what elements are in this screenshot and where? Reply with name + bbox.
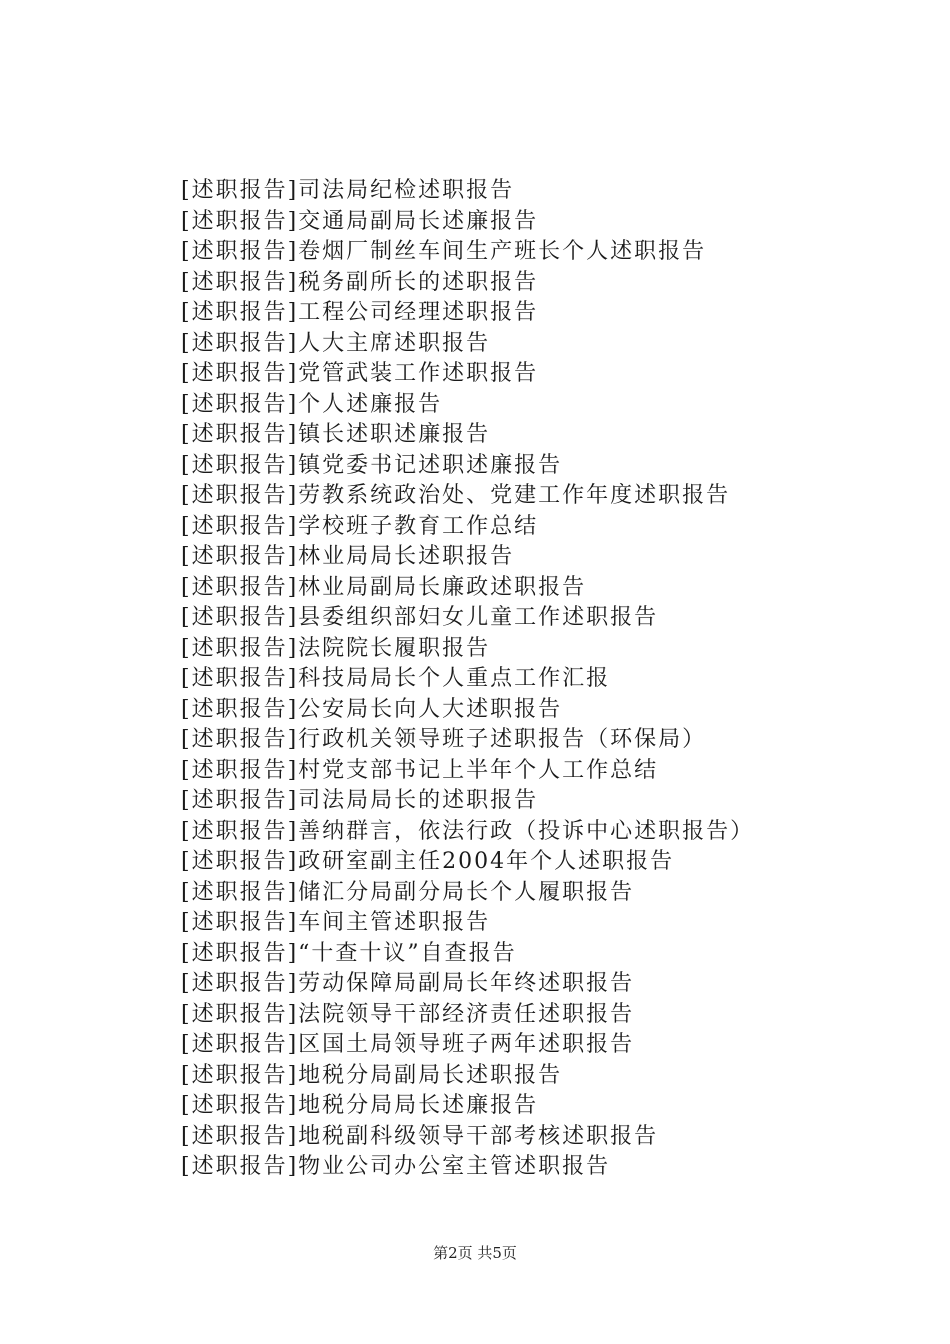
page-footer: 第2页 共5页: [433, 1244, 517, 1262]
report-title-line: [述职报告]村党支部书记上半年个人工作总结: [181, 757, 659, 783]
report-title-line: [述职报告]储汇分局副分局长个人履职报告: [181, 879, 635, 905]
report-title-line: [述职报告]法院领导干部经济责任述职报告: [181, 1001, 635, 1027]
report-title-line: [述职报告]镇长述职述廉报告: [181, 422, 491, 447]
report-title-list: [181, 176, 821, 1183]
report-title-line: [述职报告]劳教系统政治处、党建工作年度述职报告: [181, 483, 731, 508]
report-title-line: [述职报告]工程公司经理述职报告: [181, 300, 539, 325]
report-title-line: [述职报告]司法局纪检述职报告: [181, 178, 515, 203]
report-title-line: [述职报告]政研室副主任2004年个人述职报告: [181, 849, 675, 874]
report-title-line: [述职报告]县委组织部妇女儿童工作述职报告: [181, 605, 659, 630]
report-title-line: [述职报告]物业公司办公室主管述职报告: [181, 1154, 611, 1179]
report-title-line: [述职报告]交通局副局长述廉报告: [181, 208, 539, 234]
report-title-line: [述职报告]科技局局长个人重点工作汇报: [181, 666, 611, 691]
report-title-line: [述职报告]地税分局副局长述职报告: [181, 1062, 563, 1088]
report-title-line: [述职报告]个人述廉报告: [181, 391, 443, 417]
report-title-line: [述职报告]地税分局局长述廉报告: [181, 1093, 539, 1118]
report-title-line: [述职报告]林业局局长述职报告: [181, 544, 515, 569]
report-title-line: [述职报告]司法局局长的述职报告: [181, 788, 539, 813]
report-title-line: [述职报告]公安局长向人大述职报告: [181, 696, 563, 722]
report-title-line: [述职报告]“十查十议”自查报告: [181, 940, 517, 966]
report-title-line: [述职报告]行政机关领导班子述职报告（环保局）: [181, 727, 707, 752]
report-title-line: [述职报告]林业局副局长廉政述职报告: [181, 574, 587, 600]
report-title-line: [述职报告]地税副科级领导干部考核述职报告: [181, 1123, 659, 1149]
report-title-line: [述职报告]镇党委书记述职述廉报告: [181, 452, 563, 478]
report-title-line: [述职报告]区国土局领导班子两年述职报告: [181, 1032, 635, 1057]
report-title-line: [述职报告]人大主席述职报告: [181, 330, 491, 356]
report-title-line: [述职报告]法院院长履职报告: [181, 635, 491, 661]
report-title-line: [述职报告]善纳群言，依法行政（投诉中心述职报告）: [181, 818, 755, 844]
report-title-line: [述职报告]学校班子教育工作总结: [181, 513, 539, 539]
report-title-line: [述职报告]党管武装工作述职报告: [181, 361, 539, 386]
report-title-line: [述职报告]劳动保障局副局长年终述职报告: [181, 971, 635, 996]
report-title-line: [述职报告]车间主管述职报告: [181, 910, 491, 935]
report-title-line: [述职报告]税务副所长的述职报告: [181, 269, 539, 295]
report-title-line: [述职报告]卷烟厂制丝车间生产班长个人述职报告: [181, 239, 707, 264]
